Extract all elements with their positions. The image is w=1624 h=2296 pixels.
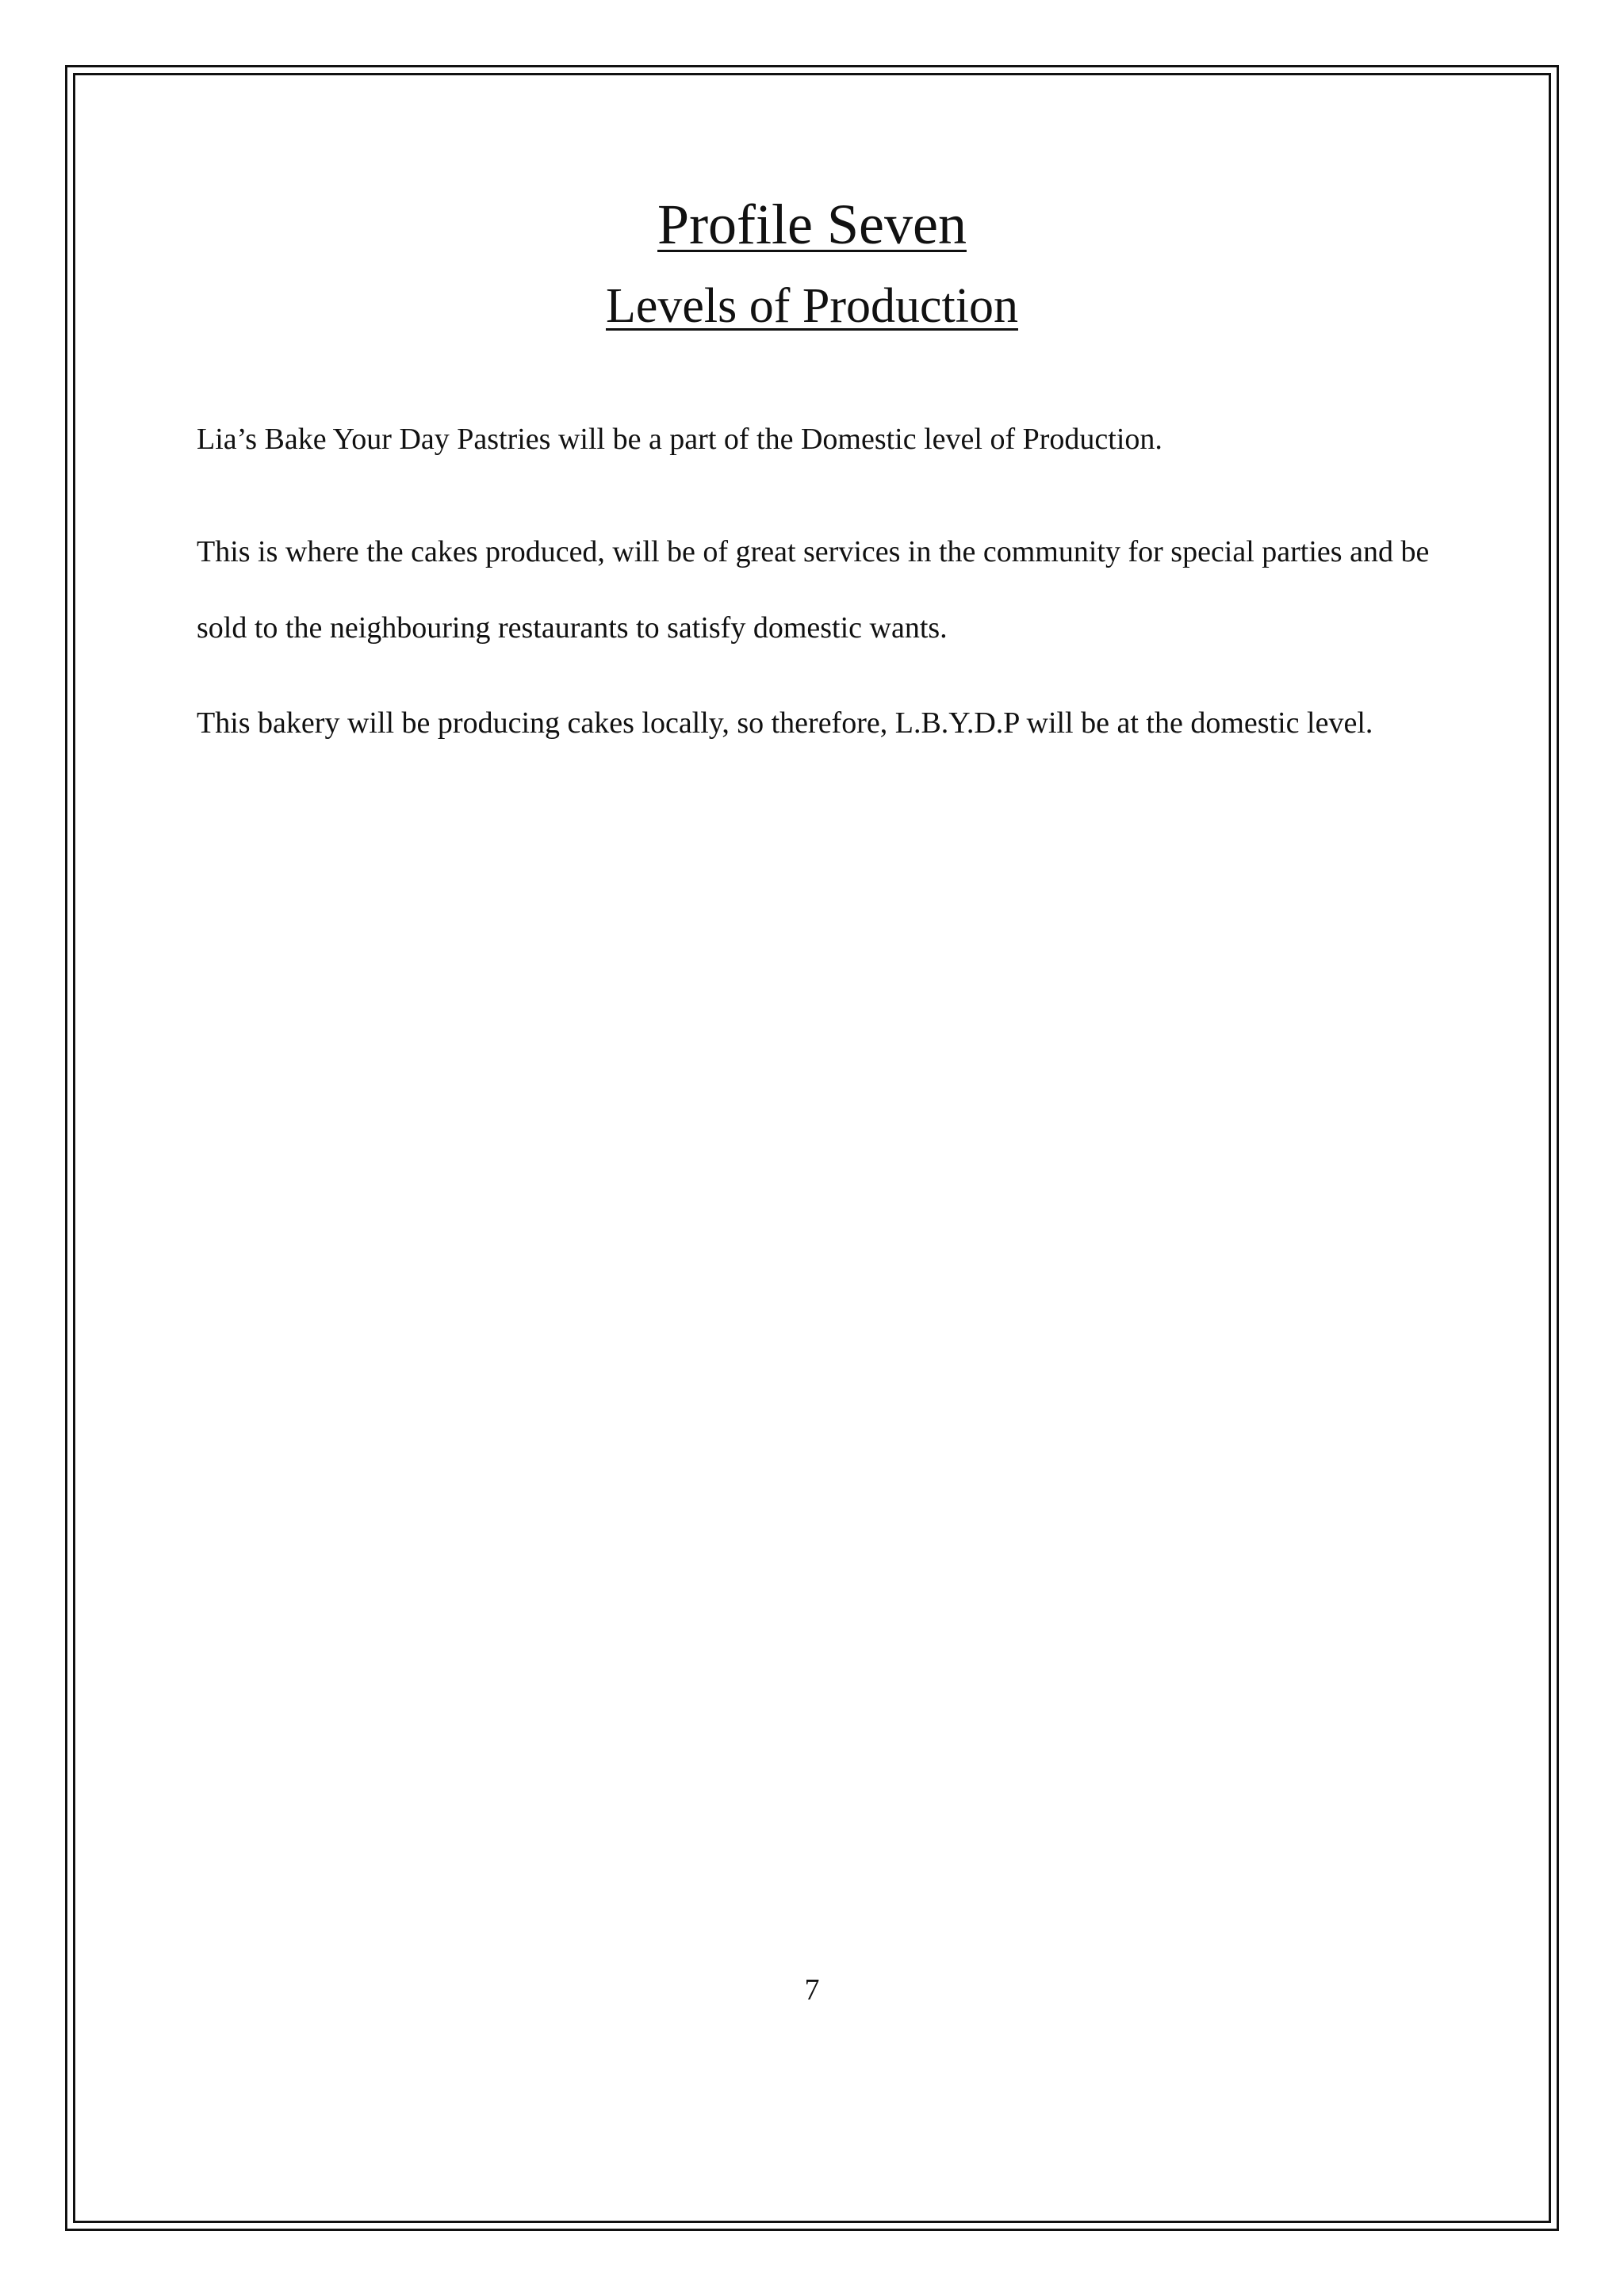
page-number: 7 bbox=[804, 1973, 820, 2007]
paragraph-domestic-level: Lia’s Bake Your Day Pastries will be a part of the Domestic level of Production. bbox=[197, 423, 1162, 456]
paragraph-local-production: This bakery will be producing cakes locally, so therefore, L.B.Y.D.P will be at the domestic level. bbox=[197, 706, 1373, 740]
paragraph-services: This is where the cakes produced, will be of great services in the community for special parties and be sold to the neighbouring restaurants to satisfy domestic wants. bbox=[197, 535, 1430, 645]
page-title bbox=[0, 189, 1624, 260]
page-subtitle-text: Levels of Production bbox=[605, 279, 1018, 333]
page-subtitle bbox=[0, 274, 1624, 338]
page-title-text: Profile Seven bbox=[657, 193, 967, 256]
page-border-inner bbox=[73, 73, 1551, 2223]
